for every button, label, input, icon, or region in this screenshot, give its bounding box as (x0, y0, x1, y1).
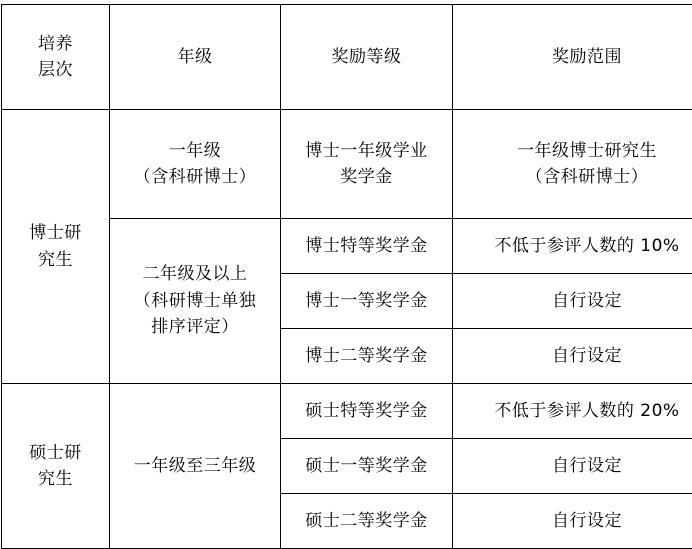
grade-y1-line-2: （含科研博士） (114, 164, 276, 190)
grade-y2-line-1: 二年级及以上 (114, 261, 276, 287)
cell-award-doctoral-first (281, 274, 453, 329)
cell-scope-master-special (453, 384, 692, 439)
header-grade-line-1: 年级 (114, 44, 276, 70)
cell-award-master-first (281, 439, 453, 494)
scope-y1-line-2: （含科研博士） (457, 164, 692, 190)
scope-special-line-1: 不低于参评人数的 10% (457, 233, 692, 259)
cell-award-master-special (281, 384, 453, 439)
award-first-line-1: 博士一等奖学金 (285, 288, 448, 314)
scope-y1-line-1: 一年级博士研究生 (457, 138, 692, 164)
cell-award-doctoral-year1 (281, 110, 453, 219)
cell-scope-doctoral-first (453, 274, 692, 329)
cell-scope-master-first (453, 439, 692, 494)
header-cell-grade (110, 5, 281, 110)
header-cell-award-level (281, 5, 453, 110)
header-cell-level (2, 5, 110, 110)
table-header-row (2, 5, 692, 110)
grade-y1-line-1: 一年级 (114, 138, 276, 164)
level-doctoral-line-1: 博士研 (6, 220, 105, 246)
award-y1-line-1: 博士一年级学业 (285, 138, 448, 164)
table-row (2, 110, 692, 219)
cell-award-doctoral-second (281, 329, 453, 384)
header-scope-line-1: 奖励范围 (457, 44, 692, 70)
award-master-first-line-1: 硕士一等奖学金 (285, 453, 448, 479)
cell-scope-master-second (453, 494, 692, 549)
cell-scope-doctoral-year1 (453, 110, 692, 219)
header-award-line-1: 奖励等级 (285, 44, 448, 70)
award-special-line-1: 博士特等奖学金 (285, 233, 448, 259)
level-master-line-2: 究生 (6, 466, 105, 492)
header-level-line-2: 层次 (6, 57, 105, 83)
cell-award-master-second (281, 494, 453, 549)
cell-level-master (2, 384, 110, 549)
cell-scope-doctoral-special (453, 219, 692, 274)
grade-y2-line-2: （科研博士单独 (114, 288, 276, 314)
header-level-line-1: 培养 (6, 31, 105, 57)
level-doctoral-line-2: 究生 (6, 247, 105, 273)
scholarship-table (1, 4, 692, 549)
award-second-line-1: 博士二等奖学金 (285, 343, 448, 369)
document-page (0, 4, 692, 519)
grade-master-line-1: 一年级至三年级 (114, 453, 276, 479)
scope-master-special-line-1: 不低于参评人数的 20% (457, 398, 692, 424)
cell-grade-master-years (110, 384, 281, 549)
award-master-special-line-1: 硕士特等奖学金 (285, 398, 448, 424)
cell-level-doctoral (2, 110, 110, 384)
scope-first-line-1: 自行设定 (457, 288, 692, 314)
cell-grade-doctoral-year1 (110, 110, 281, 219)
scope-second-line-1: 自行设定 (457, 343, 692, 369)
cell-scope-doctoral-second (453, 329, 692, 384)
table-row (2, 384, 692, 439)
scope-master-second-line-1: 自行设定 (457, 508, 692, 534)
scope-master-first-line-1: 自行设定 (457, 453, 692, 479)
cell-grade-doctoral-year2plus (110, 219, 281, 384)
header-cell-award-scope (453, 5, 692, 110)
cell-award-doctoral-special (281, 219, 453, 274)
award-y1-line-2: 奖学金 (285, 164, 448, 190)
award-master-second-line-1: 硕士二等奖学金 (285, 508, 448, 534)
grade-y2-line-3: 排序评定） (114, 314, 276, 340)
level-master-line-1: 硕士研 (6, 440, 105, 466)
